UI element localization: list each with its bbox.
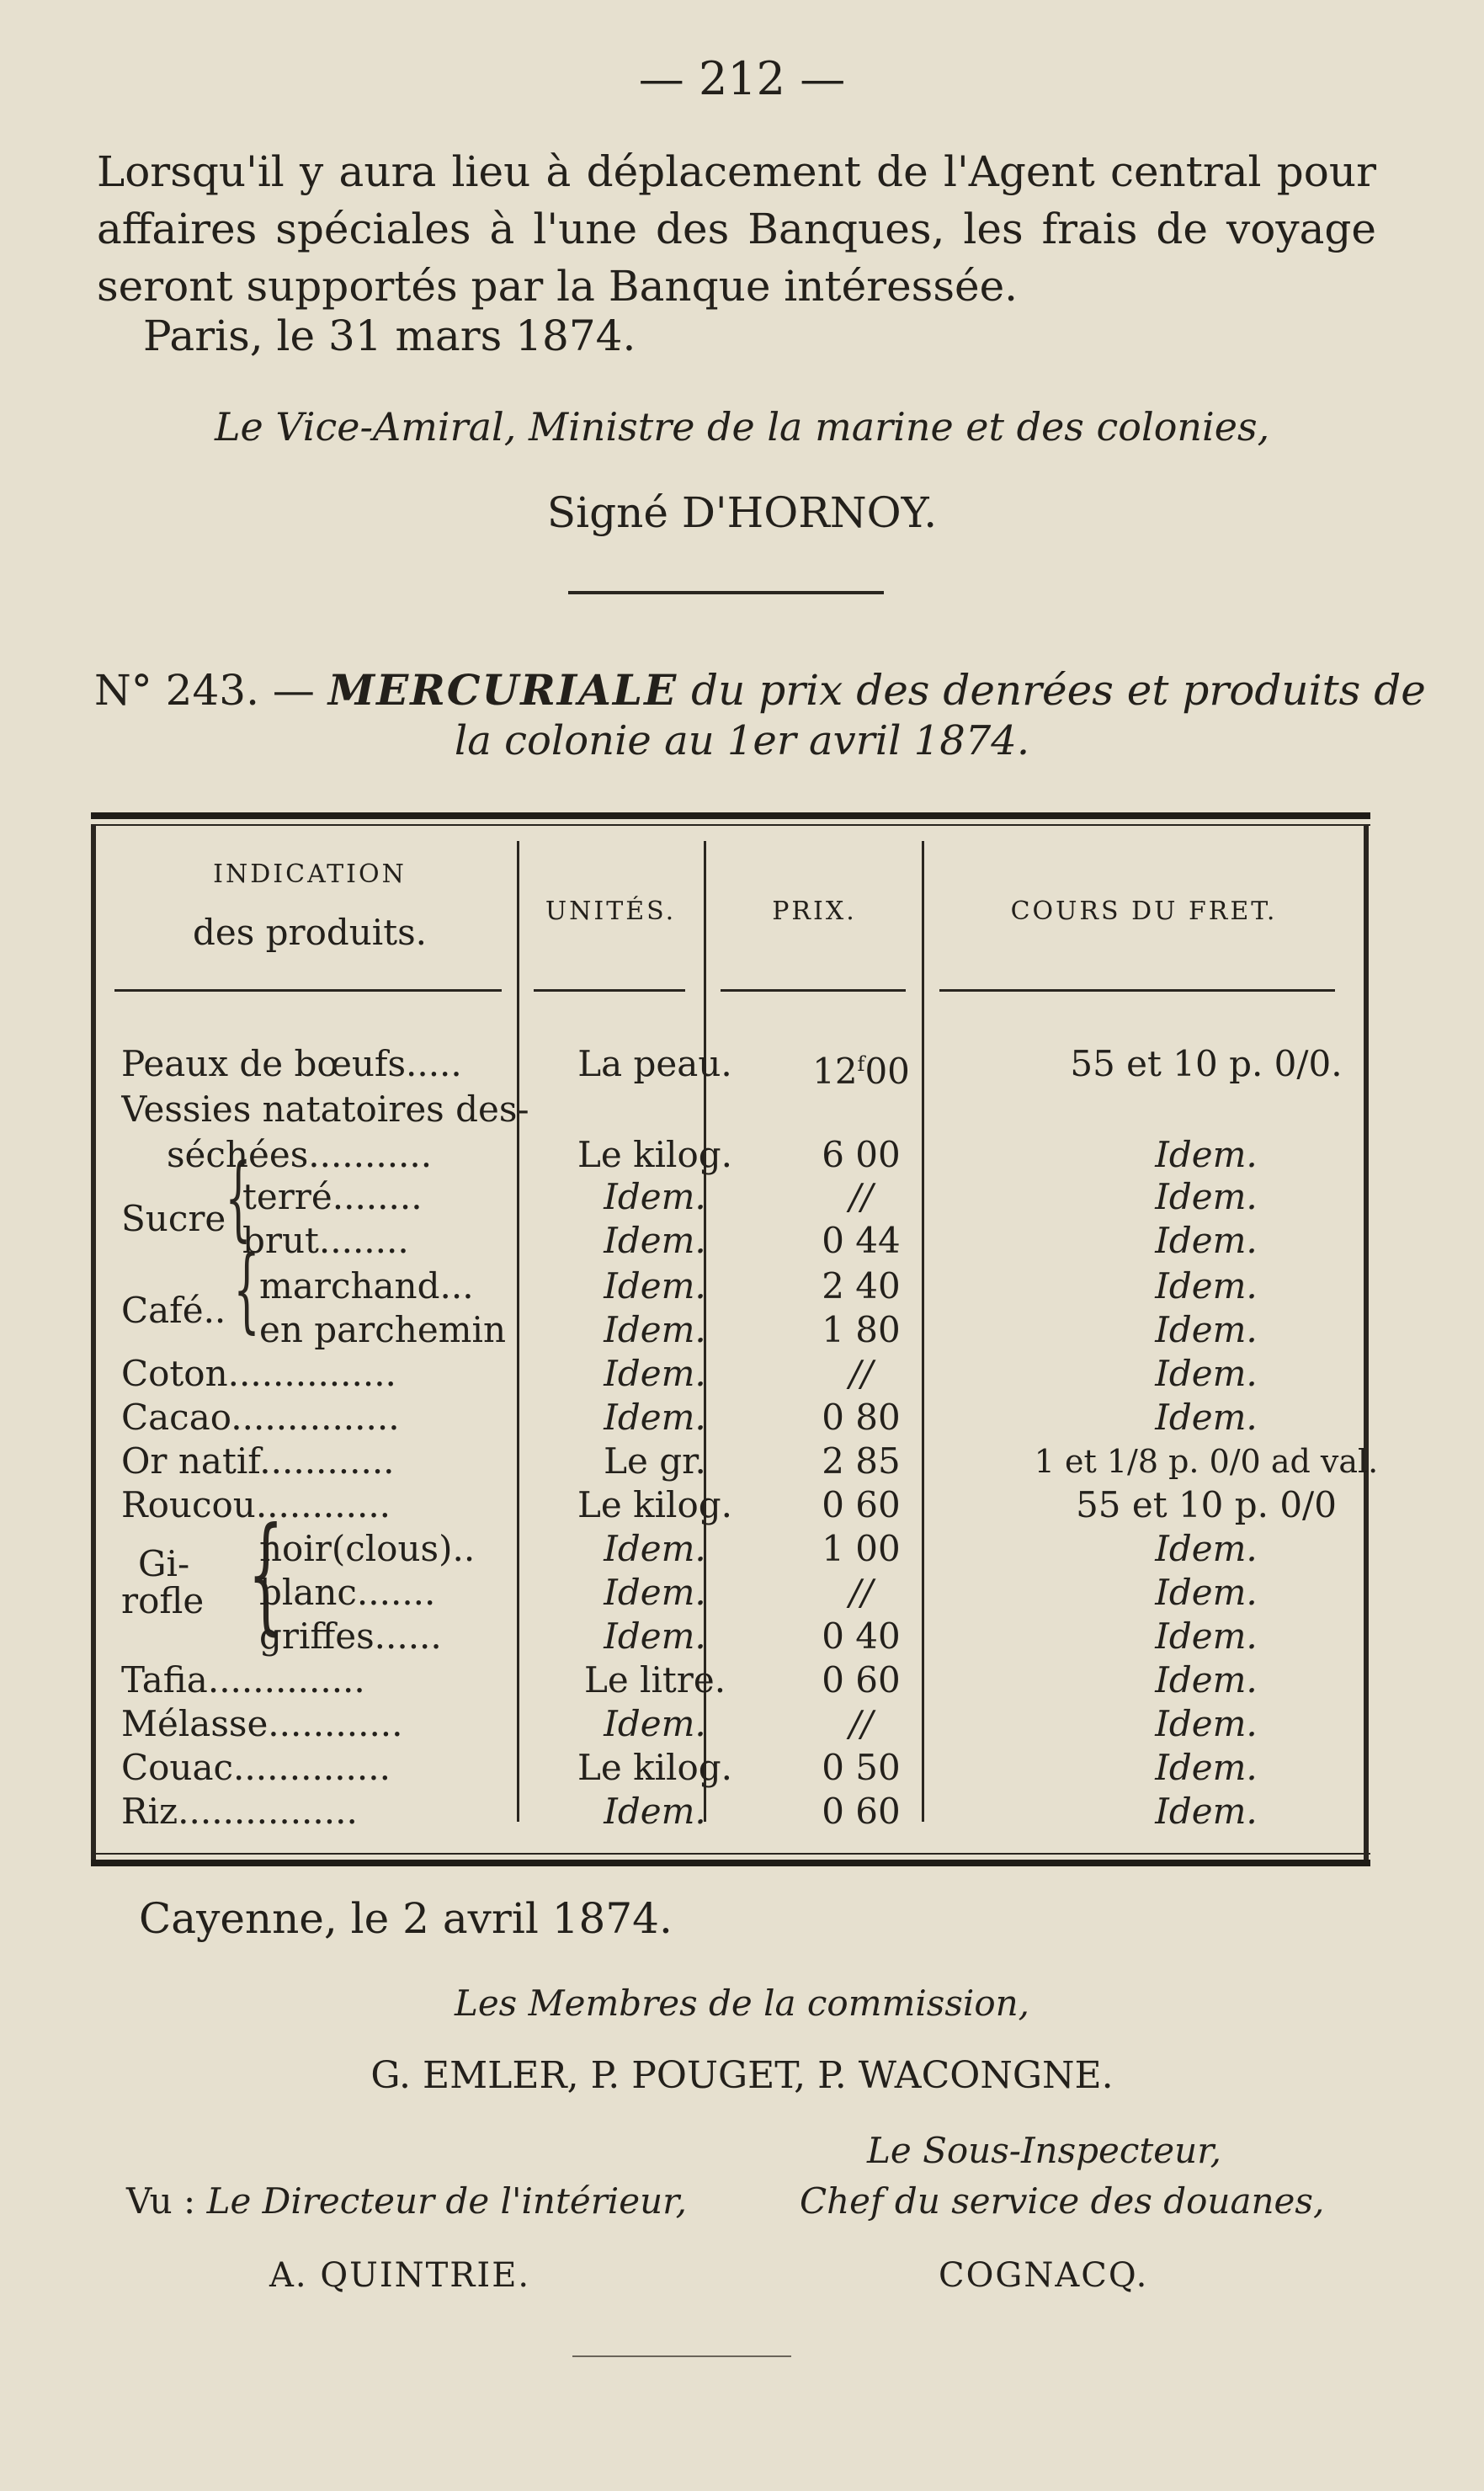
cell-unite: Idem. (604, 1265, 706, 1307)
cell-unite: Idem. (604, 1528, 706, 1569)
cell-produit: Couac.............. (121, 1747, 391, 1788)
cell-fret: Idem. (1155, 1528, 1258, 1569)
cell-unite: Idem. (604, 1309, 706, 1350)
cell-produit: griffes...... (259, 1615, 442, 1657)
header-cours-du-fret: COURS DU FRET. (1010, 897, 1278, 926)
vu-title: Le Directeur de l'intérieur, (206, 2180, 687, 2222)
header-unites: UNITÉS. (545, 897, 677, 926)
decree-title-rest: du prix des denrées et produits de (691, 666, 1426, 715)
cell-prix: 6 00 (822, 1134, 901, 1175)
decree-number: N° 243. — (94, 666, 315, 715)
header-des-produits: des produits. (192, 912, 428, 953)
chef-service-douanes: Chef du service des douanes, (800, 2180, 1325, 2222)
cell-unite: Idem. (604, 1615, 706, 1657)
cell-unite: Idem. (604, 1703, 706, 1744)
cell-produit: noir(clous).. (259, 1528, 476, 1569)
cell-fret: Idem. (1155, 1176, 1258, 1217)
cell-prix: 0 60 (822, 1659, 901, 1701)
table-border-bottom (91, 1860, 1370, 1866)
cell-produit: Peaux de bœufs..... (121, 1043, 462, 1084)
cell-fret: 55 et 10 p. 0/0. (1070, 1043, 1343, 1084)
cell-unite: Idem. (604, 1791, 706, 1832)
cell-fret: 1 et 1/8 p. 0/0 ad val. (1034, 1443, 1379, 1480)
cell-prix: 12$^f$00 (812, 1051, 910, 1092)
brace-sucre: { (225, 1143, 252, 1251)
cell-prix: 0 80 (822, 1397, 901, 1438)
cell-fret: Idem. (1155, 1220, 1258, 1261)
cell-prix: 0 44 (822, 1220, 901, 1261)
header-rule-1 (114, 989, 502, 992)
cell-produit: en parchemin (259, 1309, 506, 1350)
cell-prix: 2 85 (822, 1440, 901, 1482)
cell-prix: 1 00 (822, 1528, 901, 1569)
vu-label: Vu : (126, 2180, 196, 2222)
group-label-girofle-1: Gi- (138, 1543, 190, 1584)
vu-line (126, 2180, 687, 2222)
brace-girofle: { (247, 1501, 285, 1647)
cell-unite: Idem. (604, 1176, 706, 1217)
cell-produit: Cacao............... (121, 1397, 400, 1438)
signature-dhornoy: Signé D'HORNOY. (546, 488, 938, 537)
cell-fret: Idem. (1155, 1353, 1258, 1394)
decree-title: MERCURIALE (327, 665, 678, 715)
cell-produit: brut........ (242, 1220, 409, 1261)
table-left-border (91, 824, 96, 1860)
table-border-bottom-thin (91, 1853, 1370, 1855)
header-rule-3 (721, 989, 906, 992)
page-number: — 212 — (638, 52, 846, 105)
cell-fret: Idem. (1155, 1615, 1258, 1657)
cell-prix: 1 80 (822, 1309, 901, 1350)
cell-prix: // (848, 1176, 874, 1217)
cell-produit: séchées........... (167, 1134, 433, 1175)
cell-fret: Idem. (1155, 1791, 1258, 1832)
cell-prix: 0 40 (822, 1615, 901, 1657)
cell-produit: terré........ (242, 1176, 423, 1217)
commission-names: G. EMLER, P. POUGET, P. WACONGNE. (370, 2054, 1114, 2097)
cell-produit: Mélasse............ (121, 1703, 403, 1744)
cell-fret: Idem. (1155, 1265, 1258, 1307)
cell-prix: 2 40 (822, 1265, 901, 1307)
cell-prix: 0 60 (822, 1791, 901, 1832)
cell-fret: Idem. (1155, 1747, 1258, 1788)
cell-produit: Vessies natatoires des- (121, 1088, 529, 1130)
cell-fret: 55 et 10 p. 0/0 (1076, 1484, 1337, 1525)
cell-unite: Idem. (604, 1353, 706, 1394)
cell-produit: marchand... (259, 1265, 474, 1307)
cell-unite: Le kilog. (577, 1747, 732, 1788)
cell-fret: Idem. (1155, 1572, 1258, 1613)
cell-fret: Idem. (1155, 1703, 1258, 1744)
footer-rule (572, 2355, 791, 2357)
cell-produit: Riz................ (121, 1791, 358, 1832)
cell-prix: // (848, 1703, 874, 1744)
table-border-top-thin (91, 824, 1370, 826)
signatory-title-minister: Le Vice-Amiral, Ministre de la marine et des colonies, (215, 404, 1270, 450)
cell-produit: blanc....... (259, 1572, 436, 1613)
header-rule-4 (939, 989, 1335, 992)
separator-rule (568, 591, 884, 594)
date-line-cayenne: Cayenne, le 2 avril 1874. (139, 1894, 673, 1943)
cell-unite: Idem. (604, 1220, 706, 1261)
cell-unite: Le kilog. (577, 1134, 732, 1175)
sous-inspecteur-title: Le Sous-Inspecteur, (867, 2130, 1222, 2171)
cell-fret: Idem. (1155, 1659, 1258, 1701)
decree-heading-line-1 (94, 665, 1426, 715)
signature-quintrie: A. QUINTRIE. (269, 2256, 531, 2295)
cell-unite: Le gr. (604, 1440, 706, 1482)
header-rule-2 (534, 989, 685, 992)
brace-cafe: { (233, 1235, 260, 1343)
signature-cognacq: COGNACQ. (939, 2256, 1149, 2295)
cell-unite: La peau. (577, 1043, 732, 1084)
cell-prix: 0 50 (822, 1747, 901, 1788)
cell-prix: 0 60 (822, 1484, 901, 1525)
cell-produit: Roucou............ (121, 1484, 391, 1525)
cell-produit: Coton............... (121, 1353, 396, 1394)
group-label-girofle-2: rofle (121, 1580, 205, 1621)
commission-title: Les Membres de la commission, (454, 1983, 1030, 2024)
table-border-top (91, 812, 1370, 819)
cell-produit: Tafia.............. (121, 1659, 365, 1701)
cell-produit: Or natif............ (121, 1440, 395, 1482)
cell-fret: Idem. (1155, 1134, 1258, 1175)
cell-prix: // (848, 1572, 874, 1613)
cell-fret: Idem. (1155, 1397, 1258, 1438)
cell-prix: // (848, 1353, 874, 1394)
date-line-paris: Paris, le 31 mars 1874. (143, 311, 636, 360)
cell-unite: Idem. (604, 1397, 706, 1438)
intro-paragraph: Lorsqu'il y aura lieu à déplacement de l'Agent central pour affaires spéciales à l'une des Banques, les frais de voyage seront supportés par la Banque intéressée. (97, 147, 1376, 311)
decree-heading-line-2: la colonie au 1er avril 1874. (454, 717, 1030, 764)
price-table (91, 812, 1379, 1873)
cell-unite: Le litre. (583, 1659, 726, 1701)
cell-fret: Idem. (1155, 1309, 1258, 1350)
cell-unite: Le kilog. (577, 1484, 732, 1525)
group-label-cafe: Café.. (121, 1290, 226, 1331)
header-indication: INDICATION (213, 860, 407, 889)
cell-unite: Idem. (604, 1572, 706, 1613)
group-label-sucre: Sucre (121, 1198, 226, 1239)
header-prix: PRIX. (772, 897, 857, 926)
